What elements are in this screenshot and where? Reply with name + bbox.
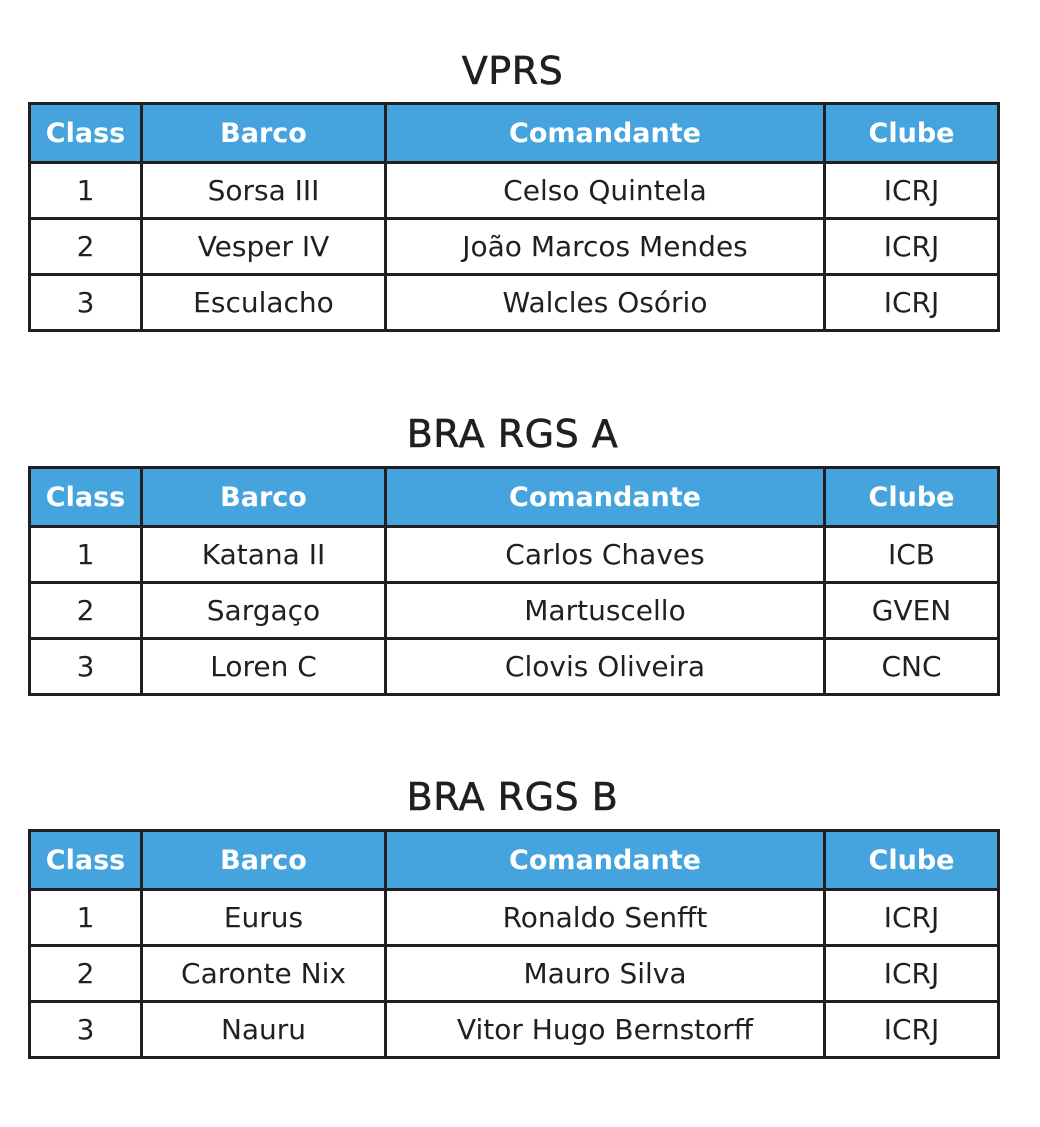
cell-class: 3 [30,275,142,331]
column-header-comandante: Comandante [386,104,825,163]
cell-comandante: Walcles Osório [386,275,825,331]
cell-barco: Sargaço [142,583,386,639]
cell-barco: Nauru [142,1002,386,1058]
results-table [28,829,1000,1059]
cell-class: 2 [30,946,142,1002]
column-header-clube: Clube [825,831,999,890]
section-title: BRA RGS B [406,775,619,819]
table-row [30,275,999,331]
cell-barco: Caronte Nix [142,946,386,1002]
table-header-row [30,468,999,527]
cell-class: 2 [30,219,142,275]
cell-barco: Katana II [142,527,386,583]
cell-comandante: João Marcos Mendes [386,219,825,275]
cell-clube: ICB [825,527,999,583]
cell-class: 2 [30,583,142,639]
cell-barco: Sorsa III [142,163,386,219]
table-row [30,1002,999,1058]
column-header-clube: Clube [825,104,999,163]
cell-comandante: Ronaldo Senfft [386,890,825,946]
table-header-row [30,831,999,890]
table-row [30,890,999,946]
cell-barco: Loren C [142,639,386,695]
table-row [30,527,999,583]
cell-clube: ICRJ [825,946,999,1002]
cell-clube: CNC [825,639,999,695]
table-row [30,583,999,639]
table-header-row [30,104,999,163]
column-header-comandante: Comandante [386,831,825,890]
column-header-barco: Barco [142,104,386,163]
cell-clube: ICRJ [825,163,999,219]
cell-class: 1 [30,890,142,946]
cell-comandante: Clovis Oliveira [386,639,825,695]
cell-barco: Vesper IV [142,219,386,275]
results-table [28,102,1000,332]
table-row [30,639,999,695]
cell-class: 3 [30,1002,142,1058]
cell-clube: ICRJ [825,890,999,946]
cell-comandante: Vitor Hugo Bernstorff [386,1002,825,1058]
table-row [30,163,999,219]
section-title: VPRS [461,49,564,93]
cell-clube: ICRJ [825,1002,999,1058]
cell-class: 1 [30,527,142,583]
column-header-comandante: Comandante [386,468,825,527]
cell-clube: ICRJ [825,275,999,331]
table-row [30,946,999,1002]
cell-comandante: Martuscello [386,583,825,639]
cell-class: 3 [30,639,142,695]
cell-clube: GVEN [825,583,999,639]
column-header-barco: Barco [142,831,386,890]
column-header-clube: Clube [825,468,999,527]
table-row [30,219,999,275]
column-header-class: Class [30,831,142,890]
column-header-class: Class [30,104,142,163]
column-header-barco: Barco [142,468,386,527]
results-table [28,466,1000,696]
cell-comandante: Mauro Silva [386,946,825,1002]
cell-comandante: Celso Quintela [386,163,825,219]
column-header-class: Class [30,468,142,527]
cell-barco: Esculacho [142,275,386,331]
section-title: BRA RGS A [406,412,619,456]
cell-class: 1 [30,163,142,219]
cell-clube: ICRJ [825,219,999,275]
cell-comandante: Carlos Chaves [386,527,825,583]
cell-barco: Eurus [142,890,386,946]
